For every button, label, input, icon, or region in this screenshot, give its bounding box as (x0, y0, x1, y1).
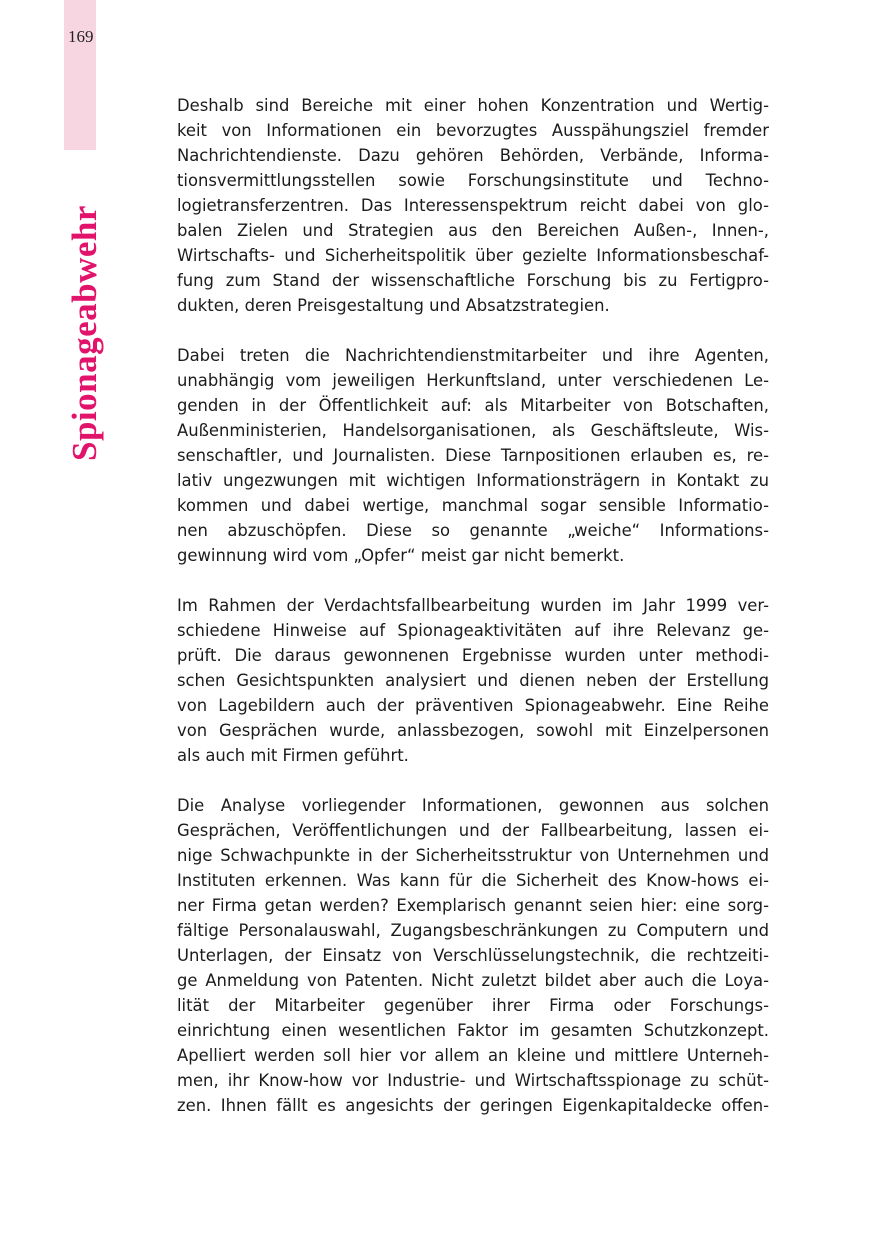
paragraph (177, 793, 769, 1118)
paragraph (177, 93, 769, 318)
page-number: 169 (68, 27, 94, 46)
text-line: dukten, deren Preisgestaltung und Absatzstrategien. (177, 296, 610, 315)
text-line: Die Analyse vorliegender Informationen, gewonnen aus solchen (177, 796, 769, 815)
text-line: men, ihr Know-how vor Industrie- und Wirtschaftsspionage zu schüt- (177, 1071, 769, 1090)
text-line: von Lagebildern auch der präventiven Spionageabwehr. Eine Reihe (177, 696, 769, 715)
text-line: tionsvermittlungsstellen sowie Forschungsinstitute und Techno- (177, 171, 769, 190)
section-color-bar (64, 0, 96, 150)
body-text (177, 93, 769, 1143)
text-line: Wirtschafts- und Sicherheitspolitik über gezielte Informationsbeschaf- (177, 246, 769, 265)
text-line: als auch mit Firmen geführt. (177, 746, 409, 765)
text-line: ner Firma getan werden? Exemplarisch genannt seien hier: eine sorg- (177, 896, 769, 915)
text-line: fung zum Stand der wissenschaftliche Forschung bis zu Fertigpro- (177, 271, 769, 290)
text-line: fältige Personalauswahl, Zugangsbeschränkungen zu Computern und (177, 921, 769, 940)
text-line: unabhängig vom jeweiligen Herkunftsland, unter verschiedenen Le- (177, 371, 769, 390)
text-line: Nachrichtendienste. Dazu gehören Behörden, Verbände, Informa- (177, 146, 769, 165)
text-line: logietransferzentren. Das Interessenspektrum reicht dabei von glo- (177, 196, 769, 215)
text-line: Im Rahmen der Verdachtsfallbearbeitung wurden im Jahr 1999 ver- (177, 596, 769, 615)
text-line: senschaftler, und Journalisten. Diese Tarnpositionen erlauben es, re- (177, 446, 769, 465)
text-line: nen abzuschöpfen. Diese so genannte „weiche“ Informations- (177, 521, 769, 540)
text-line: ge Anmeldung von Patenten. Nicht zuletzt bildet aber auch die Loya- (177, 971, 769, 990)
paragraph (177, 593, 769, 768)
text-line: lität der Mitarbeiter gegenüber ihrer Firma oder Forschungs- (177, 996, 769, 1015)
text-line: einrichtung einen wesentlichen Faktor im gesamten Schutzkonzept. (177, 1021, 769, 1040)
text-line: balen Zielen und Strategien aus den Bereichen Außen-, Innen-, (177, 221, 769, 240)
text-line: Außenministerien, Handelsorganisationen, als Geschäftsleute, Wis- (177, 421, 769, 440)
text-line: Dabei treten die Nachrichtendienstmitarbeiter und ihre Agenten, (177, 346, 769, 365)
text-line: schen Gesichtspunkten analysiert und dienen neben der Erstellung (177, 671, 769, 690)
text-line: Instituten erkennen. Was kann für die Sicherheit des Know-hows ei- (177, 871, 769, 890)
text-line: gewinnung wird vom „Opfer“ meist gar nicht bemerkt. (177, 546, 625, 565)
text-line: prüft. Die daraus gewonnenen Ergebnisse wurden unter methodi- (177, 646, 769, 665)
text-line: nige Schwachpunkte in der Sicherheitsstruktur von Unternehmen und (177, 846, 769, 865)
paragraph (177, 343, 769, 568)
text-line: Unterlagen, der Einsatz von Verschlüsselungstechnik, die rechtzeiti- (177, 946, 769, 965)
text-line: zen. Ihnen fällt es angesichts der geringen Eigenkapitaldecke offen- (177, 1096, 769, 1115)
text-line: lativ ungezwungen mit wichtigen Informationsträgern in Kontakt zu (177, 471, 769, 490)
text-line: Apelliert werden soll hier vor allem an kleine und mittlere Unterneh- (177, 1046, 769, 1065)
text-line: Gesprächen, Veröffentlichungen und der Fallbearbeitung, lassen ei- (177, 821, 769, 840)
text-line: schiedene Hinweise auf Spionageaktivitäten auf ihre Relevanz ge- (177, 621, 769, 640)
text-line: genden in der Öffentlichkeit auf: als Mitarbeiter von Botschaften, (177, 396, 769, 415)
text-line: von Gesprächen wurde, anlassbezogen, sowohl mit Einzelpersonen (177, 721, 769, 740)
text-line: Deshalb sind Bereiche mit einer hohen Konzentration und Wertig- (177, 96, 769, 115)
text-line: keit von Informationen ein bevorzugtes Ausspähungsziel fremder (177, 121, 769, 140)
text-line: kommen und dabei wertige, manchmal sogar sensible Informatio- (177, 496, 769, 515)
section-title-vertical: Spionageabwehr (65, 205, 104, 461)
